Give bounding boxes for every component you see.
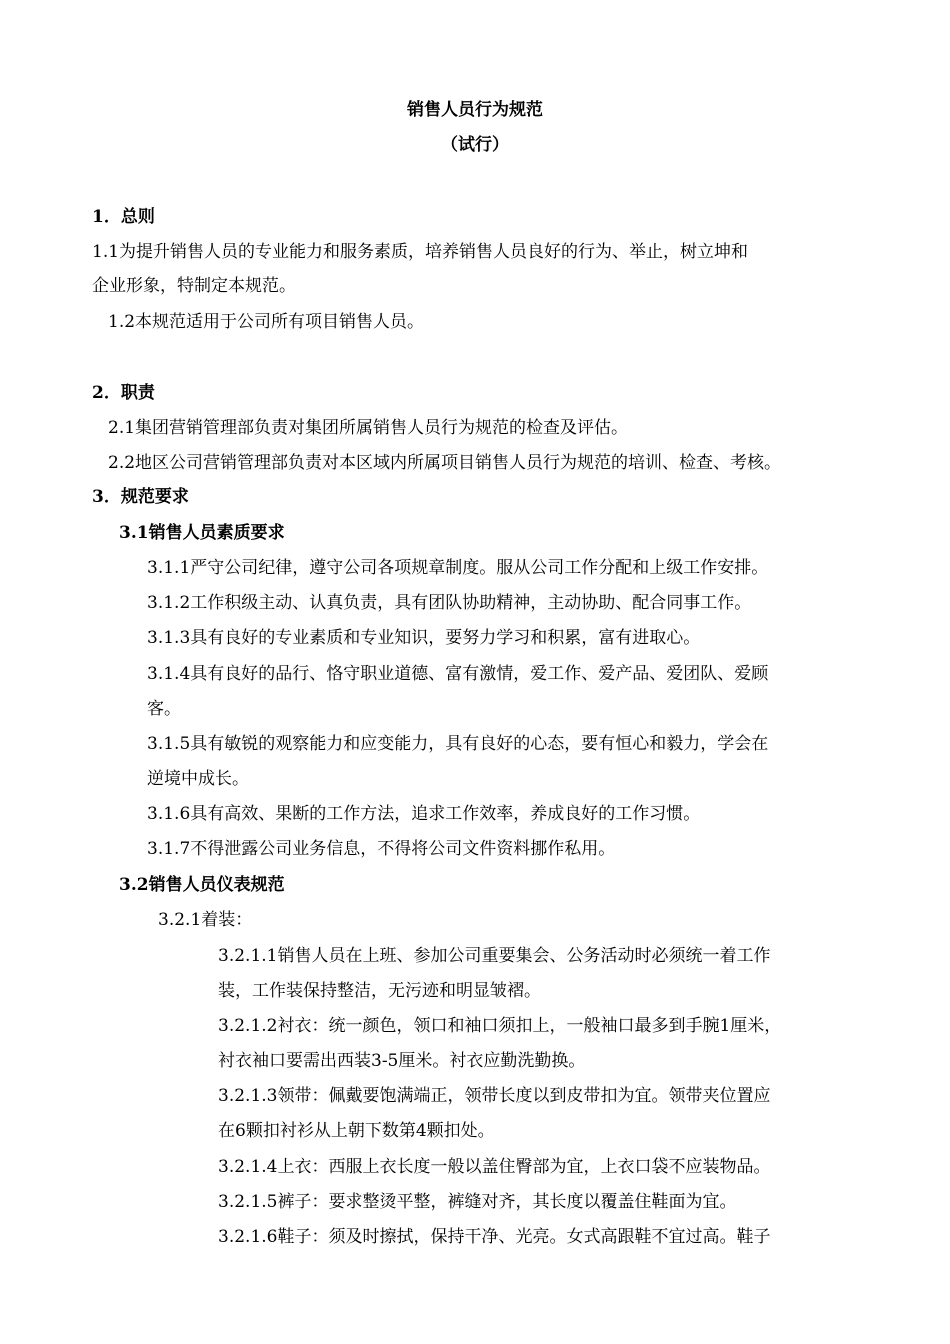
item-3-2-1-1-line-2: 装，工作装保持整洁，无污迹和明显皱褶。	[218, 981, 541, 1001]
section-3-heading: 3．规范要求	[92, 487, 189, 507]
paragraph-2-1: 2.1集团营销管理部负责对集团所属销售人员行为规范的检查及评估。	[108, 418, 629, 438]
item-3-2-1-2-line-2: 衬衣袖口要需出西装3-5厘米。衬衣应勤洗勤换。	[218, 1051, 586, 1071]
section-3-2-heading: 3.2销售人员仪表规范	[119, 875, 285, 895]
item-3-2-1-6-line-1: 3.2.1.6鞋子：须及时擦拭，保持干净、光亮。女式高跟鞋不宜过高。鞋子	[218, 1227, 771, 1247]
paragraph-1-1-line-1: 1.1为提升销售人员的专业能力和服务素质，培养销售人员良好的行为、举止，树立坤和	[92, 242, 749, 262]
item-3-2-1: 3.2.1着装：	[158, 910, 253, 930]
item-3-2-1-4: 3.2.1.4上衣：西服上衣长度一般以盖住臀部为宜，上衣口袋不应装物品。	[218, 1157, 771, 1177]
item-3-1-4-line-1: 3.1.4具有良好的品行、恪守职业道德、富有激情，爱工作、爱产品、爱团队、爱顾	[147, 664, 769, 684]
item-3-2-1-3-line-1: 3.2.1.3领带：佩戴要饱满端正，领带长度以到皮带扣为宜。领带夹位置应	[218, 1086, 771, 1106]
section-3-1-heading: 3.1销售人员素质要求	[119, 523, 285, 543]
paragraph-1-2: 1.2本规范适用于公司所有项目销售人员。	[108, 312, 425, 332]
paragraph-2-2: 2.2地区公司营销管理部负责对本区域内所属项目销售人员行为规范的培训、检查、考核。	[108, 453, 782, 473]
item-3-1-4-line-2: 客。	[147, 699, 181, 719]
item-3-2-1-3-line-2: 在6颗扣衬衫从上朝下数第4颗扣处。	[218, 1121, 495, 1141]
item-3-2-1-5: 3.2.1.5裤子：要求整烫平整，裤缝对齐，其长度以覆盖住鞋面为宜。	[218, 1192, 737, 1212]
item-3-1-7: 3.1.7不得泄露公司业务信息，不得将公司文件资料挪作私用。	[147, 839, 616, 859]
item-3-1-2: 3.1.2工作积级主动、认真负责，具有团队协助精神，主动协助、配合同事工作。	[147, 593, 752, 613]
paragraph-1-1-line-2: 企业形象，特制定本规范。	[92, 276, 296, 296]
item-3-1-6: 3.1.6具有高效、果断的工作方法，追求工作效率，养成良好的工作习惯。	[147, 804, 701, 824]
item-3-1-5-line-2: 逆境中成长。	[147, 769, 249, 789]
item-3-1-5-line-1: 3.1.5具有敏锐的观察能力和应变能力，具有良好的心态，要有恒心和毅力，学会在	[147, 734, 769, 754]
item-3-2-1-2-line-1: 3.2.1.2衬衣：统一颜色，领口和袖口须扣上，一般袖口最多到手腕1厘米，	[218, 1016, 782, 1036]
section-2-heading: 2．职责	[92, 383, 155, 403]
section-1-heading: 1．总则	[92, 207, 155, 227]
document-title: 销售人员行为规范	[407, 100, 543, 120]
item-3-2-1-1-line-1: 3.2.1.1销售人员在上班、参加公司重要集会、公务活动时必须统一着工作	[218, 946, 771, 966]
document-subtitle: （试行）	[441, 135, 509, 155]
item-3-1-3: 3.1.3具有良好的专业素质和专业知识，要努力学习和积累，富有进取心。	[147, 628, 701, 648]
item-3-1-1: 3.1.1严守公司纪律，遵守公司各项规章制度。服从公司工作分配和上级工作安排。	[147, 558, 769, 578]
